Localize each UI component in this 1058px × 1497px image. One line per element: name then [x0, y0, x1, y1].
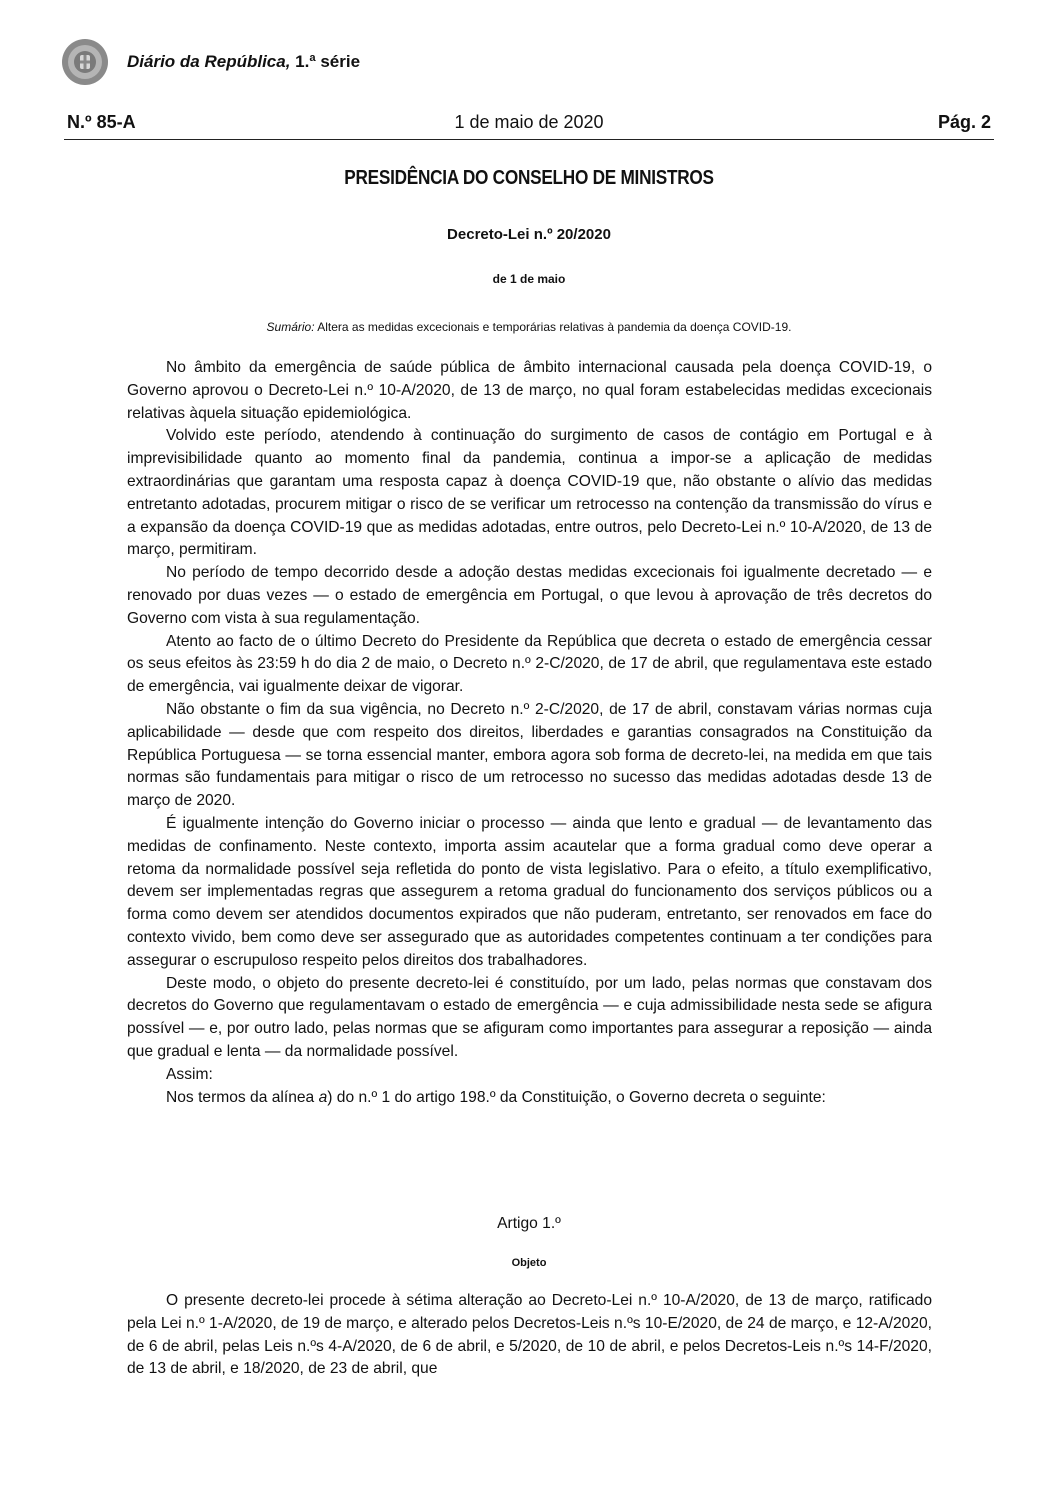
enacting-before: Nos termos da alínea: [166, 1088, 319, 1106]
journal-series: 1.ª série: [290, 52, 361, 71]
preamble-paragraph: Volvido este período, atendendo à continuação do surgimento de casos de contágio em Portugal e à imprevisibilidade quanto ao momento final da pandemia, continua a impor-se a aplicação de medidas extraordinárias que garantam uma resposta capaz à doença COVID-19 que, não obstante o alívio das medidas entretanto adotadas, procurem mitigar o risco de se verificar um retrocesso na contenção da transmissão do vírus e a expansão da doença COVID-19 que as medidas adotadas, entre outros, pelo Decreto-Lei n.º 10-A/2020, de 13 de março, permitiram.: [127, 427, 932, 559]
article-body: [127, 1290, 932, 1381]
preamble-paragraph: Atento ao facto de o último Decreto do Presidente da República que decreta o estado de emergência cessar os seus efeitos às 23:59 h do dia 2 de maio, o Decreto n.º 2-C/2020, de 17 de abril, que regulamentava este estado de emergência, vai igualmente deixar de vigorar.: [127, 632, 932, 696]
journal-name: Diário da República,: [127, 52, 291, 71]
preamble-paragraph: Não obstante o fim da sua vigência, no Decreto n.º 2-C/2020, de 17 de abril, constavam várias normas cuja aplicabilidade — desde que com respeito dos direitos, liberdades e garantias consagrados na Constituição da República Portuguesa — se torna essencial manter, embora agora sob forma de decreto-lei, na medida em que tais normas são fundamentais para mitigar o risco de um retrocesso no sucesso das medidas adotadas desde 13 de março de 2020.: [127, 700, 932, 810]
coat-of-arms-logo: [61, 38, 109, 86]
article-subject: Objeto: [511, 1257, 547, 1269]
article-paragraph: O presente decreto-lei procede à sétima alteração ao Decreto-Lei n.º 10-A/2020, de 13 de março, ratificado pela Lei n.º 1-A/2020, de 19 de março, e alterado pelos Decretos-Leis n.ºs 10-E/2020, de 24 de março, e 12-A/2020, de 6 de abril, pelas Leis n.ºs 4-A/2020, de 6 de abril, e 5/2020, de 10 de abril, e pelos Decretos-Leis n.ºs 14-F/2020, de 13 de abril, e 18/2020, de 23 de abril, que: [127, 1292, 932, 1378]
decree-title: Decreto-Lei n.º 20/2020: [447, 226, 611, 243]
preamble-paragraph: Assim:: [166, 1065, 213, 1083]
preamble-paragraph: Deste modo, o objeto do presente decreto-lei é constituído, por um lado, pelas normas que constavam dos decretos do Governo que regulamentavam o estado de emergência — e cuja admissibilidade nesta sede se afigura possível — e, por outro lado, pelas normas que se afiguram como importantes para assegurar a reposição — ainda que gradual e lenta — da normalidade possível.: [127, 974, 932, 1060]
publication-date: 1 de maio de 2020: [454, 112, 604, 132]
preamble-paragraph: No âmbito da emergência de saúde pública de âmbito internacional causada pela doença COVID-19, o Governo aprovou o Decreto-Lei n.º 10-A/2020, de 13 de março, no qual foram estabelecidas medidas excecionais relativas àquela situação epidemiológica.: [127, 359, 932, 422]
decree-summary: [0, 320, 1058, 334]
enacting-after: ) do n.º 1 do artigo 198.º da Constituição, o Governo decreta o seguinte:: [327, 1088, 826, 1106]
journal-title: [127, 52, 360, 72]
preamble-paragraph: No período de tempo decorrido desde a adoção destas medidas excecionais foi igualmente decretado — e renovado por duas vezes — o estado de emergência em Portugal, o que levou à aprovação de três decretos do Governo com vista à sua regulamentação.: [127, 564, 932, 627]
ministry-heading: PRESIDÊNCIA DO CONSELHO DE MINISTROS: [344, 167, 714, 189]
article-heading: Artigo 1.º: [497, 1215, 561, 1232]
preamble-paragraph: É igualmente intenção do Governo iniciar o processo — ainda que lento e gradual — de levantamento das medidas de confinamento. Neste contexto, importa assim acautelar que a forma gradual como deve operar a retoma da normalidade possível seja refletida do ponto de vista legislativo. Para o efeito, a título exemplificativo, devem ser implementadas regras que assegurem a retoma gradual do funcionamento dos serviços públicos ou a forma como devem ser atendidos documentos expirados que não puderam, entretanto, ser renovados em face do contexto vivido, bem como deve ser assegurado que as autoridades competentes continuam a ter condições para assegurar o escrupuloso respeito pelos direitos dos trabalhadores.: [127, 814, 932, 969]
page-number: Pág. 2: [937, 112, 991, 132]
preamble: [127, 357, 932, 1109]
issue-number: N.º 85-A: [67, 112, 136, 132]
summary-label: Sumário:: [266, 320, 315, 334]
summary-text: Altera as medidas excecionais e temporárias relativas à pandemia da doença COVID-19.: [314, 320, 792, 334]
header-divider: [64, 139, 994, 140]
decree-date: de 1 de maio: [492, 272, 566, 286]
enacting-italic: a: [318, 1088, 328, 1106]
enacting-formula: [127, 1087, 932, 1110]
